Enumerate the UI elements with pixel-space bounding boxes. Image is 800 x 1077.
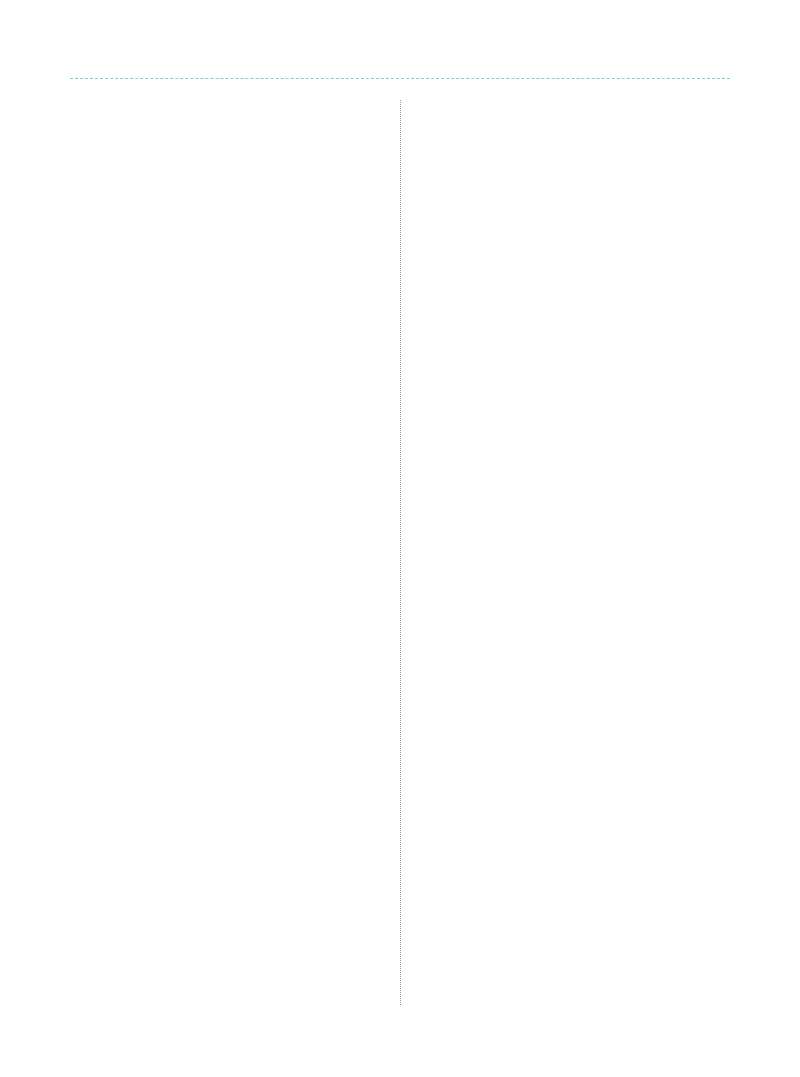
column-divider (400, 100, 402, 1005)
header-rule (70, 78, 730, 79)
